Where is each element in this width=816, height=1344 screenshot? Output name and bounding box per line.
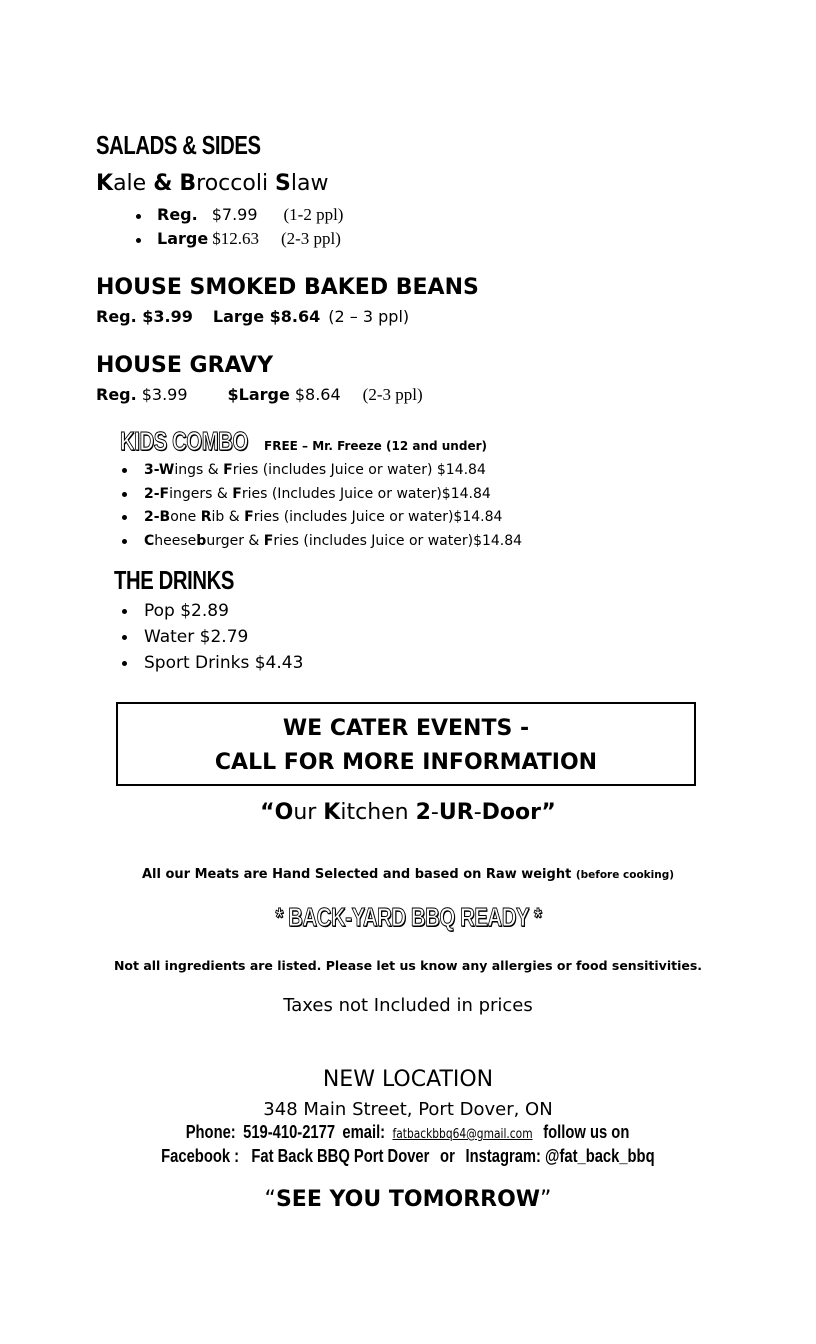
kids-note: FREE – Mr. Freeze (12 and under): [264, 439, 487, 453]
kale-slaw-title: [96, 171, 329, 196]
kids-heading: KIDS COMBO: [120, 426, 248, 456]
follow-us: follow us on: [543, 1122, 630, 1142]
size-label: Large: [157, 229, 209, 248]
allergy-note: Not all ingredients are listed. Please let us know any allergies or food sensitivities.: [113, 958, 703, 973]
phone-label: Phone:: [186, 1122, 237, 1142]
contact-line: [0, 1122, 816, 1143]
bullet-icon: [136, 238, 141, 243]
slogan-dash: -: [430, 800, 439, 825]
slogan-dash: -: [473, 800, 482, 825]
bullet-icon: [136, 214, 141, 219]
kids-item-bold: F: [232, 486, 242, 502]
drink-item: Sport Drinks $4.43: [144, 653, 304, 673]
salads-heading: SALADS & SIDES: [96, 130, 261, 160]
drink-item: Pop $2.89: [144, 601, 229, 621]
title-letter: B: [179, 171, 197, 196]
slogan-letter: UR: [438, 800, 474, 825]
kids-item-text: ries (includes Juice or water)$14.84: [273, 533, 523, 549]
kids-item-bold: 3-W: [144, 462, 175, 478]
farewell: [0, 1187, 816, 1212]
kids-item-bold: R: [200, 509, 212, 525]
kids-item-bold: 2-B: [144, 509, 171, 525]
title-letter: K: [96, 171, 114, 196]
slogan: [0, 800, 816, 825]
slogan-letter: Door”: [481, 800, 556, 825]
title-text: ale: [113, 171, 154, 196]
gravy-reg-price: $3.99: [141, 385, 188, 404]
slogan-letter: 2: [415, 800, 431, 825]
kale-reg-item: [157, 205, 343, 225]
instagram-handle[interactable]: Instagram: @fat_back_bbq: [465, 1146, 655, 1166]
kids-item: [144, 462, 486, 478]
kids-item-bold: F: [244, 509, 254, 525]
size-label: Reg.: [157, 205, 198, 224]
facebook-page[interactable]: Fat Back BBQ Port Dover: [251, 1146, 430, 1166]
slogan-text: itchen: [340, 800, 416, 825]
email-link[interactable]: fatbackbbq64@gmail.com: [392, 1127, 534, 1142]
bullet-icon: [122, 635, 127, 640]
drink-item: Water $2.79: [144, 627, 249, 647]
beans-serves: (2 – 3 ppl): [328, 307, 410, 326]
or-text: or: [440, 1146, 455, 1166]
catering-line-1: WE CATER EVENTS -: [282, 716, 530, 741]
gravy-large-label: $Large: [227, 385, 290, 404]
kids-item-text: ries (includes Juice or water) $14.84: [232, 462, 486, 478]
title-amp: &: [153, 171, 173, 196]
beans-large: Large $8.64: [212, 307, 321, 326]
kids-item: [144, 486, 491, 502]
facebook-label: Facebook :: [161, 1146, 240, 1166]
kids-item-text: ingers &: [169, 486, 233, 502]
kids-item-text: ings &: [174, 462, 224, 478]
taxes-note: Taxes not Included in prices: [283, 995, 533, 1016]
kids-item-text: ries (includes Juice or water)$14.84: [253, 509, 503, 525]
kids-item-bold: F: [223, 462, 233, 478]
serves: (2-3 ppl): [280, 229, 341, 248]
kids-item-text: heese: [154, 533, 197, 549]
farewell-quote: “: [264, 1187, 276, 1212]
slogan-letter: K: [323, 800, 341, 825]
serves: (1-2 ppl): [283, 205, 344, 224]
farewell-quote: ”: [540, 1187, 552, 1212]
location-heading: NEW LOCATION: [322, 1067, 494, 1092]
bullet-icon: [122, 468, 127, 473]
catering-box: [116, 702, 696, 786]
title-text: roccoli: [196, 171, 276, 196]
bbq-ready-wrap: [0, 902, 816, 933]
slogan-letter: O: [274, 800, 294, 825]
bullet-icon: [122, 515, 127, 520]
price: $7.99: [211, 205, 258, 224]
catering-line-2: CALL FOR MORE INFORMATION: [214, 750, 598, 775]
kids-item-bold: 2-F: [144, 486, 170, 502]
gravy-heading: HOUSE GRAVY: [96, 353, 273, 378]
bullet-icon: [122, 492, 127, 497]
price: $12.63: [212, 229, 259, 248]
kids-item-text: ries (Includes Juice or water)$14.84: [241, 486, 491, 502]
gravy-prices: [96, 385, 423, 405]
farewell-text: SEE YOU TOMORROW: [275, 1187, 541, 1212]
kids-item-text: urger &: [206, 533, 264, 549]
kids-item-bold: C: [144, 533, 155, 549]
title-letter: S: [275, 171, 291, 196]
bullet-icon: [122, 609, 127, 614]
kids-item-text: one: [170, 509, 201, 525]
social-line: [0, 1146, 816, 1167]
kids-item-text: ib &: [211, 509, 245, 525]
gravy-reg-label: Reg.: [96, 385, 137, 404]
gravy-large-price: $8.64: [294, 385, 341, 404]
bullet-icon: [122, 539, 127, 544]
bbq-ready: * BACK-YARD BBQ READY *: [275, 902, 541, 932]
beans-reg: Reg. $3.99: [96, 307, 193, 326]
kids-item: [144, 509, 502, 525]
slogan-text: ur: [293, 800, 324, 825]
email-label: email:: [342, 1122, 386, 1142]
meats-note: [0, 867, 816, 882]
slogan-quote: “: [260, 800, 275, 825]
phone-number: 519-410-2177: [243, 1122, 336, 1142]
bullet-icon: [122, 661, 127, 666]
beans-heading: HOUSE SMOKED BAKED BEANS: [96, 275, 479, 300]
kids-item-bold: b: [196, 533, 207, 549]
kids-item-bold: F: [263, 533, 274, 549]
title-text: law: [290, 171, 329, 196]
kale-large-item: [157, 229, 341, 249]
location-address: 348 Main Street, Port Dover, ON: [263, 1099, 553, 1120]
drinks-heading: THE DRINKS: [114, 565, 235, 595]
kids-item: [144, 533, 522, 549]
meats-note-main: All our Meats are Hand Selected and based on Raw weight: [141, 867, 572, 882]
meats-note-small: (before cooking): [575, 869, 675, 881]
beans-prices: [96, 307, 409, 326]
gravy-serves: (2-3 ppl): [362, 385, 423, 404]
